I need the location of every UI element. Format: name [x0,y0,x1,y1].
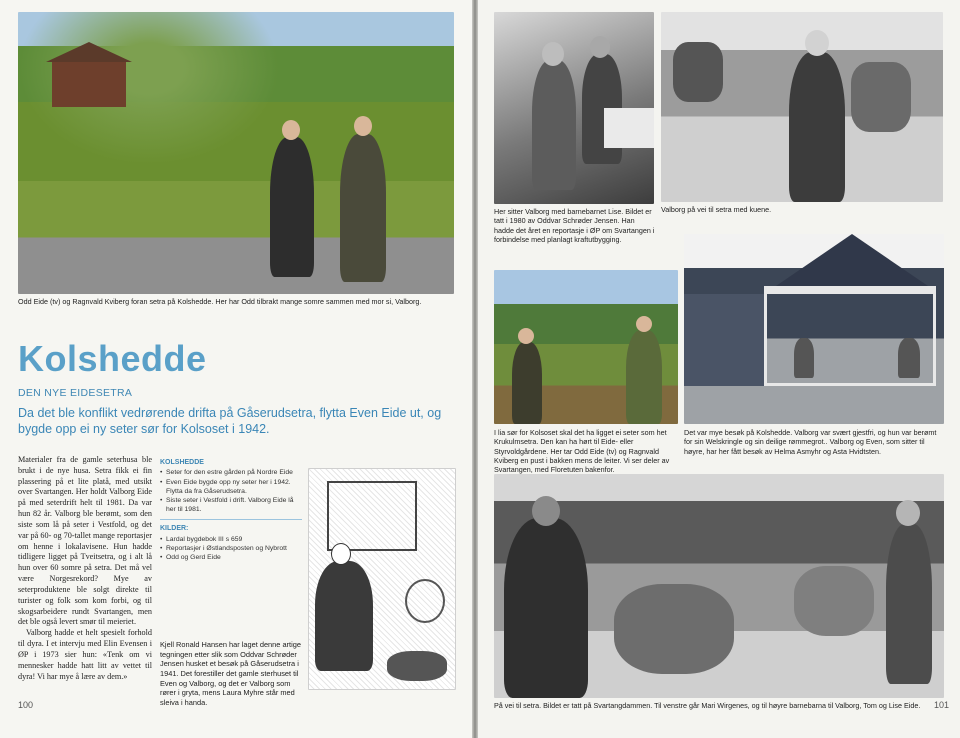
caption-road: Valborg på vei til setra med kuene. [661,205,772,214]
factbox-item: • Siste seter i Vestfold i drift. Valborg Eide lå her til 1981. [160,496,302,514]
page-number: 101 [934,700,950,710]
source-item: • Lardal bygdebok III s 659 [160,535,302,544]
caption-cabin: Det var mye besøk på Kolshedde. Valborg var svært gjestfri, og hun var berømt for sin Welskringle og sin deilige rømmegrot.. Valborg og Even, som sitter til høyre, har her fått besøk av Helma Asmyhr og Asta Hvidtsten. [684,428,937,456]
factbox-item: • Seter for den estre gården på Nordre Eide [160,468,302,477]
body-text [18,455,152,682]
page-subtitle: DEN NYE EIDESETRA [18,387,133,399]
photo-cabin [684,234,944,424]
page-number: 100 [18,700,34,710]
sketch-illustration [308,468,456,690]
caption-cows: På vei til setra. Bildet er tatt på Svartangdammen. Til venstre går Mari Wirgenes, og til høyre barnebarna til Valborg, Tom og Lise Eide. [494,701,921,710]
caption-sitting: Her sitter Valborg med barnebarnet Lise. Bildet er tatt i 1980 av Oddvar Schrøder Jensen. Han hadde det året en reportasje i ØP om Svartangen i forbindelse med planlagt kraftutbygging. [494,207,655,245]
page-title: Kolshedde [18,338,207,379]
factbox-item: • Even Eide bygde opp ny seter her i 1942. Flytta da fra Gåserudsetra. [160,478,302,496]
right-page [478,0,960,738]
sources-heading: KILDER: [160,525,189,533]
factbox-divider [160,519,302,520]
body-paragraph: Materialer fra de gamle seterhusa ble brukt i de nye husa. Setra fikk ei fin plassering på et lite platå, med utsikt over Svartangen. Her holdt Valborg Eide på med seterdrift helt til 1981. Da var hun 82 år. Valborg ble berømt, som den siste som lå på seter i Vestfold, og det var på 60- og 70-tallet mange reportasjer om henne i lokalavisene. Hun hadde tidligere ligget på Tveitsetra, og i alt lå hun over 60 somre på setra. Det må vel være Norgesrekord? Mye av seterproduktene ble solgt direkte til turister og folk som kom forbi, og til skogsarbeidere rundt Svartangen, men det ble også levert smør til meieriet. [18,455,152,627]
fact-box [160,458,302,562]
photo-sitting [494,12,654,204]
lead-paragraph: Da det ble konflikt vedrørende drifta på Gåserudsetra, flytta Even Eide ut, og bygde opp ei ny seter sør for Kolsoset i 1942. [18,406,442,437]
photo-valley [494,270,678,424]
caption-valley: I lia sør for Kolsoset skal det ha ligget ei seter som het Krukulmsetra. Den kan ha hørt til Eide- eller Styrvoldgårdene. Her tar Odd Eide (tv) og Ragnvald Kviberg en pust i bakken mens de leiter. Vi ser deler av Svartangen, med Floretuten bakenfor. [494,428,670,475]
source-item: • Reportasjer i Østlandsposten og Nybrott [160,544,302,553]
source-item: • Odd og Gerd Eide [160,553,302,562]
photo-farm [18,12,454,294]
photo-cows [494,474,944,698]
top-photo-caption: Odd Eide (tv) og Ragnvald Kviberg foran setra på Kolshedde. Her har Odd tilbrakt mange somre sammen med mor si, Valborg. [18,297,422,306]
photo-road [661,12,943,202]
body-paragraph: Valborg hadde et helt spesielt forhold til dyra. I et intervju med Elin Evensen i ØP i 1973 sier hun: «Tenk om vi mennesker hadde hatt litt av vettet til dyra! Vi har mye å lære av dem.» [18,628,152,681]
sketch-caption: Kjell Ronald Hansen har laget denne artige tegningen etter slik som Oddvar Schrøder Jensen husket et besøk på Gåserudsetra i 1941. Det forestiller det gamle sterhuset til Even og Valborg, og det er Valborg som rører i gryta, mens Laura Myhre står med sleiva i handa. [160,640,301,707]
factbox-heading: KOLSHEDDE [160,459,204,466]
left-page [0,0,472,738]
